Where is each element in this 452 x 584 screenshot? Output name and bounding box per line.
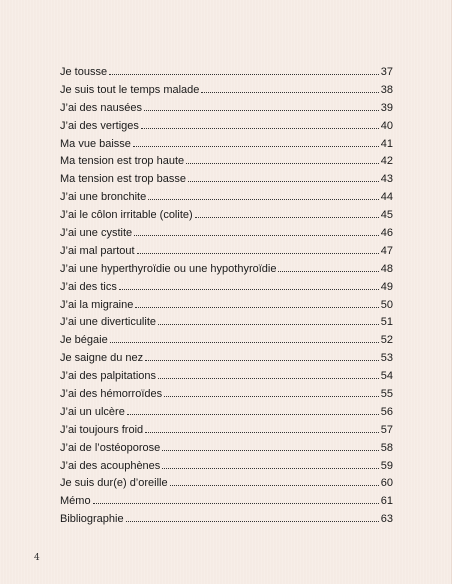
toc-entry-title: Mémo (60, 495, 91, 508)
toc-entry-title: Ma tension est trop haute (60, 155, 185, 168)
dot-leader (133, 145, 379, 147)
toc-entry-page: 57 (380, 423, 393, 436)
dot-leader (162, 449, 378, 451)
toc-entry-page: 60 (380, 477, 393, 490)
toc-entry-page: 61 (380, 495, 393, 508)
toc-entry-page: 47 (380, 244, 393, 257)
toc-entry (60, 281, 393, 299)
toc-entry-title: J’ai des nausées (60, 101, 142, 114)
toc-entry-title: J’ai le côlon irritable (colite) (60, 209, 193, 222)
dot-leader (145, 431, 379, 433)
toc-entry (60, 424, 393, 442)
toc-entry (60, 102, 393, 120)
dot-leader (188, 180, 379, 182)
toc-entry-title: J’ai des tics (60, 280, 117, 293)
toc-entry-page: 46 (380, 227, 393, 240)
toc-entry-page: 42 (380, 155, 393, 168)
toc-entry-title: Je bégaie (60, 334, 108, 347)
toc-entry-page: 39 (380, 101, 393, 114)
toc-entry-page: 53 (380, 352, 393, 365)
dot-leader (137, 252, 379, 254)
toc-entry-title: Je saigne du nez (60, 352, 144, 365)
toc-entry-page: 45 (380, 209, 393, 222)
dot-leader (141, 127, 379, 129)
toc-entry-title: J’ai une hyperthyroïdie ou une hypothyroïdie (60, 262, 277, 275)
dot-leader (164, 395, 379, 397)
toc-entry-page: 49 (380, 280, 393, 293)
dot-leader (134, 234, 379, 236)
toc-entry-page: 59 (380, 459, 393, 472)
dot-leader (135, 306, 378, 308)
dot-leader (186, 162, 379, 164)
toc-entry (60, 209, 393, 227)
dot-leader (127, 413, 379, 415)
toc-entry (60, 406, 393, 424)
toc-entry-title: Ma vue baisse (60, 137, 131, 150)
dot-leader (93, 502, 379, 504)
toc-entry (60, 173, 393, 191)
toc-entry-page: 56 (380, 405, 393, 418)
toc-entry-page: 48 (380, 262, 393, 275)
toc-entry-page: 54 (380, 370, 393, 383)
toc-entry (60, 66, 393, 84)
toc-entry (60, 245, 393, 263)
dot-leader (158, 323, 379, 325)
toc-entry-title: J’ai des hémorroïdes (60, 388, 163, 401)
toc-entry (60, 513, 393, 531)
toc-entry-title: Je suis tout le temps malade (60, 83, 200, 96)
toc-entry-title: Ma tension est trop basse (60, 173, 186, 186)
toc-entry (60, 155, 393, 173)
toc-entry (60, 495, 393, 513)
toc-entry (60, 120, 393, 138)
table-of-contents (60, 66, 393, 531)
toc-entry (60, 227, 393, 245)
toc-entry-title: J’ai une bronchite (60, 191, 147, 204)
toc-entry-title: J’ai des acouphènes (60, 459, 161, 472)
dot-leader (110, 341, 379, 343)
page-number: 4 (34, 553, 40, 563)
dot-leader (144, 109, 379, 111)
toc-entry-title: J’ai la migraine (60, 298, 134, 311)
dot-leader (109, 73, 379, 75)
toc-entry-page: 51 (380, 316, 393, 329)
toc-entry (60, 191, 393, 209)
toc-entry-title: J’ai une diverticulite (60, 316, 156, 329)
toc-entry (60, 316, 393, 334)
toc-entry (60, 477, 393, 495)
toc-entry-page: 38 (380, 83, 393, 96)
toc-entry (60, 334, 393, 352)
dot-leader (201, 91, 378, 93)
toc-entry (60, 299, 393, 317)
dot-leader (278, 270, 378, 272)
toc-entry-page: 40 (380, 119, 393, 132)
dot-leader (170, 484, 379, 486)
toc-entry-page: 37 (380, 66, 393, 78)
dot-leader (195, 216, 379, 218)
toc-entry-title: J’ai toujours froid (60, 423, 144, 436)
toc-entry-title: Bibliographie (60, 513, 124, 526)
toc-entry-page: 63 (380, 513, 393, 526)
toc-entry (60, 370, 393, 388)
toc-entry-page: 55 (380, 388, 393, 401)
toc-entry-title: J’ai une cystite (60, 227, 133, 240)
toc-entry-title: Je tousse (60, 66, 108, 78)
toc-entry (60, 460, 393, 478)
toc-entry (60, 263, 393, 281)
toc-entry-title: J’ai des vertiges (60, 119, 139, 132)
toc-entry-title: J’ai mal partout (60, 244, 135, 257)
toc-entry-page: 52 (380, 334, 393, 347)
dot-leader (119, 288, 379, 290)
toc-entry-page: 50 (380, 298, 393, 311)
toc-entry (60, 388, 393, 406)
toc-entry-page: 44 (380, 191, 393, 204)
dot-leader (126, 520, 379, 522)
toc-entry (60, 352, 393, 370)
toc-entry-title: J’ai des palpitations (60, 370, 157, 383)
toc-entry-page: 58 (380, 441, 393, 454)
toc-entry-page: 41 (380, 137, 393, 150)
dot-leader (148, 198, 379, 200)
toc-entry-title: J’ai de l’ostéoporose (60, 441, 161, 454)
toc-entry-title: Je suis dur(e) d’oreille (60, 477, 168, 490)
toc-entry-title: J’ai un ulcère (60, 405, 125, 418)
toc-entry-page: 43 (380, 173, 393, 186)
toc-entry (60, 442, 393, 460)
dot-leader (158, 377, 379, 379)
toc-entry (60, 138, 393, 156)
dot-leader (145, 359, 379, 361)
dot-leader (162, 467, 378, 469)
toc-entry (60, 84, 393, 102)
